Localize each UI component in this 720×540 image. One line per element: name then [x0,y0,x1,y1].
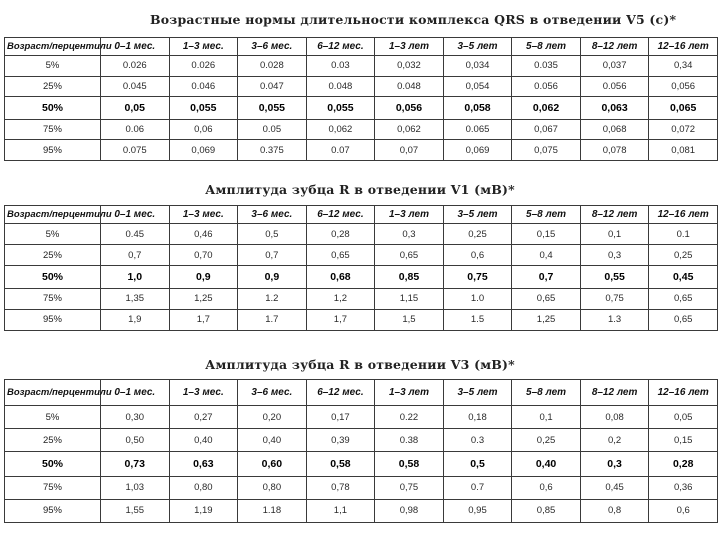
table-cell: 0,58 [375,452,444,477]
table-row [5,245,718,266]
table-cell: 0,3 [580,452,649,477]
percentile-label: 50% [5,266,101,289]
table-cell: 0,45 [649,266,718,289]
age-header: 1–3 мес. [169,38,238,56]
table-cell: 0,20 [238,406,307,429]
table-cell: 0.026 [169,56,238,77]
table-cell: 0,4 [512,245,581,266]
age-header: 1–3 мес. [169,380,238,406]
table-cell: 0,3 [580,245,649,266]
table-cell: 0.047 [238,76,307,97]
corner-header: Возраст/перцентили [5,38,101,56]
r-v3-table [4,379,718,523]
table-cell: 0.035 [512,56,581,77]
age-header: 6–12 мес. [306,206,375,224]
table-cell: 0,055 [306,97,375,119]
age-header: 6–12 мес. [306,380,375,406]
table-cell: 0.075 [101,140,170,161]
table-cell: 0.07 [306,140,375,161]
percentile-label: 5% [5,406,101,429]
table-cell: 0,05 [101,97,170,119]
percentile-label: 95% [5,499,101,522]
table-cell: 0.45 [101,224,170,245]
table-cell: 0,85 [512,499,581,522]
corner-header: Возраст/перцентили [5,380,101,406]
header-row [5,380,718,406]
age-header: 12–16 лет [649,38,718,56]
table-row [5,76,718,97]
table-cell: 1,2 [306,288,375,309]
age-header: 5–8 лет [512,206,581,224]
table-cell: 0,063 [580,97,649,119]
table-cell: 0,60 [238,452,307,477]
age-header: 1–3 лет [375,380,444,406]
table-cell: 0,95 [443,499,512,522]
table-cell: 0,17 [306,406,375,429]
table-row [5,97,718,119]
table-row [5,119,718,140]
table-row [5,309,718,330]
percentile-label: 75% [5,288,101,309]
table-cell: 1,0 [101,266,170,289]
table-cell: 0,067 [512,119,581,140]
table-cell: 0.38 [375,429,444,452]
table-cell: 0,36 [649,476,718,499]
table-cell: 0,055 [238,97,307,119]
table-cell: 1,15 [375,288,444,309]
table-cell: 0.045 [101,76,170,97]
table-cell: 0,80 [238,476,307,499]
age-header: 0–1 мес. [101,380,170,406]
table-cell: 0,34 [649,56,718,77]
r-v1-table [4,205,718,331]
table-cell: 0,5 [443,452,512,477]
age-header: 12–16 лет [649,380,718,406]
table-cell: 0,40 [238,429,307,452]
table-cell: 0,75 [580,288,649,309]
table-cell: 0,75 [375,476,444,499]
age-header: 8–12 лет [580,38,649,56]
corner-header: Возраст/перцентили [5,206,101,224]
percentile-label: 25% [5,245,101,266]
percentile-label: 25% [5,429,101,452]
table-title: Амплитуда зубца R в отведении V3 (мВ)* [205,357,515,372]
table-cell: 0,28 [649,452,718,477]
table-cell: 0.056 [512,76,581,97]
table-cell: 0,075 [512,140,581,161]
table-cell: 0,6 [512,476,581,499]
table-cell: 0,9 [238,266,307,289]
table-cell: 0,058 [443,97,512,119]
table-cell: 0,1 [512,406,581,429]
table-cell: 0,55 [580,266,649,289]
percentile-label: 50% [5,97,101,119]
table-cell: 1.7 [238,309,307,330]
age-header: 1–3 лет [375,38,444,56]
table-cell: 0,056 [375,97,444,119]
table-cell: 0,65 [375,245,444,266]
table-cell: 0,45 [580,476,649,499]
table-row [5,476,718,499]
table-cell: 0,037 [580,56,649,77]
table-cell: 0,39 [306,429,375,452]
qrs-v5-table [4,37,718,161]
table-cell: 0,78 [306,476,375,499]
table-cell: 0,06 [169,119,238,140]
percentile-label: 5% [5,56,101,77]
table-cell: 1.18 [238,499,307,522]
table-cell: 0,062 [375,119,444,140]
table-cell: 0.375 [238,140,307,161]
table-cell: 0,054 [443,76,512,97]
table-cell: 0,9 [169,266,238,289]
table-row [5,406,718,429]
table-cell: 1,03 [101,476,170,499]
table-cell: 1.3 [580,309,649,330]
table-row [5,266,718,289]
percentile-label: 75% [5,119,101,140]
table-cell: 0,07 [375,140,444,161]
table-cell: 0.065 [443,119,512,140]
table-cell: 0,40 [512,452,581,477]
table-cell: 0,80 [169,476,238,499]
table-cell: 1,25 [169,288,238,309]
age-header: 3–5 лет [443,206,512,224]
age-header: 3–6 мес. [238,38,307,56]
table-cell: 0,08 [580,406,649,429]
table-cell: 0,28 [306,224,375,245]
table-cell: 0,63 [169,452,238,477]
table-cell: 1,25 [512,309,581,330]
table-cell: 0.7 [443,476,512,499]
table-cell: 0,40 [169,429,238,452]
table-cell: 0,6 [649,499,718,522]
age-header: 3–5 лет [443,380,512,406]
table-cell: 0,18 [443,406,512,429]
table-cell: 1.5 [443,309,512,330]
table-cell: 1,7 [169,309,238,330]
age-header: 8–12 лет [580,206,649,224]
age-header: 5–8 лет [512,380,581,406]
table-cell: 1.2 [238,288,307,309]
table-cell: 0,8 [580,499,649,522]
table-cell: 0.048 [375,76,444,97]
table-cell: 0,65 [306,245,375,266]
table-cell: 0,072 [649,119,718,140]
table-cell: 0.06 [101,119,170,140]
table-cell: 0,6 [443,245,512,266]
table-cell: 0,27 [169,406,238,429]
age-header: 0–1 мес. [101,38,170,56]
table-cell: 0,30 [101,406,170,429]
age-header: 5–8 лет [512,38,581,56]
table-cell: 1,9 [101,309,170,330]
percentile-label: 95% [5,309,101,330]
table-cell: 0,081 [649,140,718,161]
table-cell: 1,19 [169,499,238,522]
table-cell: 0.056 [580,76,649,97]
table-row [5,499,718,522]
table-cell: 0.3 [443,429,512,452]
table-cell: 0,70 [169,245,238,266]
table-cell: 0.05 [238,119,307,140]
table-cell: 0,65 [649,309,718,330]
table-cell: 0,7 [101,245,170,266]
table-cell: 0.22 [375,406,444,429]
table-cell: 0,065 [649,97,718,119]
table-cell: 0,5 [238,224,307,245]
table-cell: 0,15 [512,224,581,245]
table-cell: 0,062 [512,97,581,119]
table-cell: 0,98 [375,499,444,522]
table-cell: 1,7 [306,309,375,330]
header-row [5,38,718,56]
table-row [5,140,718,161]
table-cell: 0,75 [443,266,512,289]
table-cell: 0,25 [512,429,581,452]
table-cell: 0,2 [580,429,649,452]
table-cell: 0,062 [306,119,375,140]
table-row [5,56,718,77]
percentile-label: 75% [5,476,101,499]
age-header: 1–3 лет [375,206,444,224]
table-cell: 0,3 [375,224,444,245]
table-cell: 0.1 [649,224,718,245]
table-cell: 0,056 [649,76,718,97]
table-cell: 0,069 [169,140,238,161]
table-cell: 0,032 [375,56,444,77]
table-cell: 0.028 [238,56,307,77]
age-header: 6–12 мес. [306,38,375,56]
table-cell: 1,1 [306,499,375,522]
table-cell: 1,55 [101,499,170,522]
age-header: 3–6 мес. [238,206,307,224]
table-title: Амплитуда зубца R в отведении V1 (мВ)* [205,182,515,197]
table-cell: 0,65 [649,288,718,309]
age-header: 3–5 лет [443,38,512,56]
table-cell: 1.0 [443,288,512,309]
table-cell: 0.026 [101,56,170,77]
table-row [5,224,718,245]
table-cell: 0,58 [306,452,375,477]
table-row [5,429,718,452]
header-row [5,206,718,224]
table-cell: 0,25 [649,245,718,266]
age-header: 1–3 мес. [169,206,238,224]
table-cell: 0,15 [649,429,718,452]
percentile-label: 95% [5,140,101,161]
table-cell: 0,078 [580,140,649,161]
percentile-label: 50% [5,452,101,477]
age-header: 12–16 лет [649,206,718,224]
table-cell: 0,1 [580,224,649,245]
table-cell: 0,7 [238,245,307,266]
percentile-label: 25% [5,76,101,97]
table-cell: 1,5 [375,309,444,330]
table-cell: 0,85 [375,266,444,289]
table-cell: 0,68 [306,266,375,289]
table-cell: 0,068 [580,119,649,140]
age-header: 3–6 мес. [238,380,307,406]
table-row [5,452,718,477]
table-cell: 0,7 [512,266,581,289]
table-cell: 0,46 [169,224,238,245]
table-cell: 0,055 [169,97,238,119]
table-cell: 0,05 [649,406,718,429]
table-cell: 0,65 [512,288,581,309]
table-title: Возрастные нормы длительности комплекса QRS в отведении V5 (с)* [150,12,677,27]
table-row [5,288,718,309]
table-cell: 0.046 [169,76,238,97]
table-cell: 0,069 [443,140,512,161]
percentile-label: 5% [5,224,101,245]
table-cell: 0.048 [306,76,375,97]
age-header: 8–12 лет [580,380,649,406]
table-cell: 1,35 [101,288,170,309]
table-cell: 0,50 [101,429,170,452]
table-cell: 0,25 [443,224,512,245]
table-cell: 0,73 [101,452,170,477]
table-cell: 0,034 [443,56,512,77]
age-header: 0–1 мес. [101,206,170,224]
table-cell: 0.03 [306,56,375,77]
